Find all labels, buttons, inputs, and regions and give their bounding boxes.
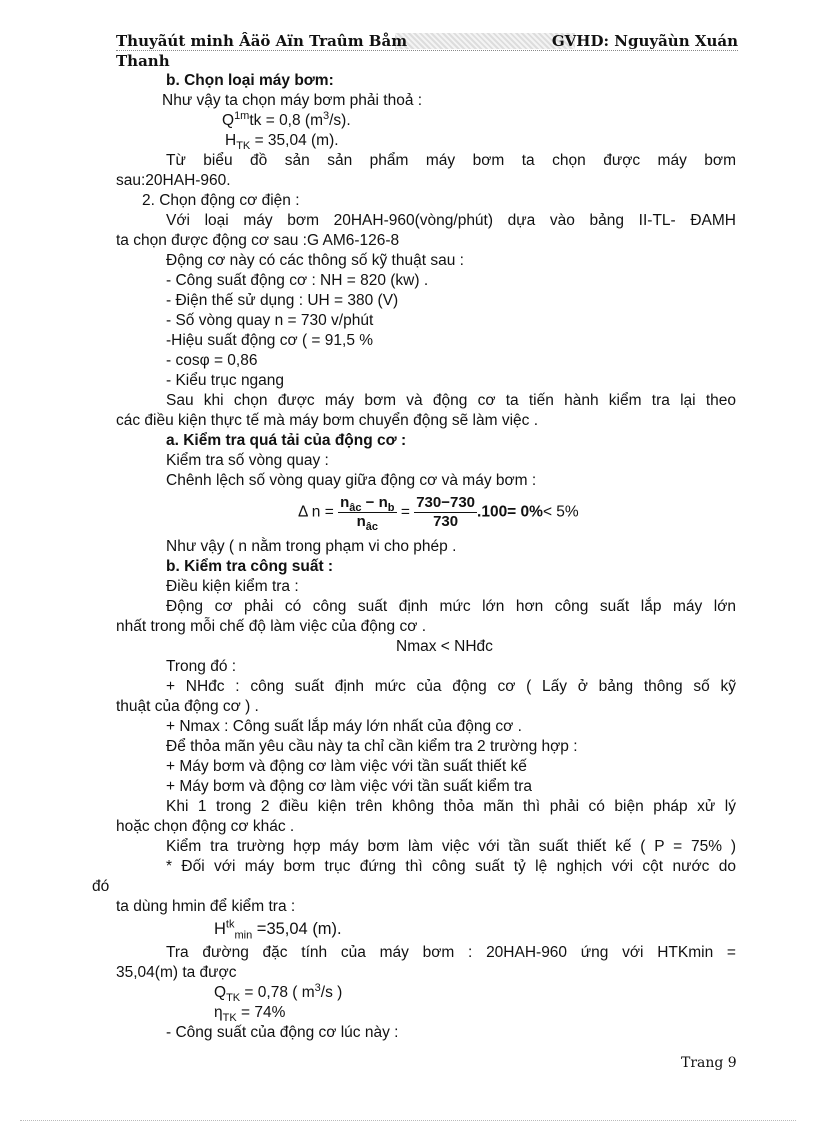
list-item: + NHđc : công suất định mức của động cơ ( Lấy ở bảng thông số kỹ (166, 678, 736, 695)
header-supervisor: GVHD: Nguyãùn Xuán (551, 32, 738, 50)
list-item: - Kiểu trục ngang (166, 372, 285, 389)
formula-line: $H^{tk}_{min} =35,04$ (m). (214, 918, 342, 942)
list-item: + Máy bơm và động cơ làm việc với tần suất kiểm tra (166, 778, 533, 795)
paragraph-line: Trong đó : (166, 658, 237, 675)
page-header (116, 32, 738, 52)
formula-fraction-numeric: $\frac{730-730}{730}$ (416, 494, 476, 530)
formula-condition: < 5% (542, 503, 579, 521)
paragraph-line: 35,04(m) ta được (116, 964, 237, 981)
formula-line: $H_{TK} = 35,04$ (m). (225, 132, 339, 153)
paragraph-line: Chênh lệch số vòng quay giữa động cơ và máy bơm : (166, 472, 537, 489)
condition-formula: Nmax < NHđc (396, 638, 493, 655)
paragraph-line: Điều kiện kiểm tra : (166, 578, 299, 595)
list-item: - Công suất của động cơ lúc này : (166, 1024, 399, 1041)
paragraph-line: các điều kiện thực tế mà máy bơm chuyển động sẽ làm việc . (116, 412, 539, 429)
paragraph-line: ta chọn được động cơ sau :G AM6-126-8 (116, 232, 400, 249)
paragraph-line: Kiểm tra trường hợp máy bơm làm việc với tần suất thiết kế ( P = 75% ) (166, 838, 736, 855)
speed-difference-formula (298, 494, 579, 531)
paragraph-line: Kiểm tra số vòng quay : (166, 452, 329, 469)
paragraph-line: Động cơ phải có công suất định mức lớn hơn công suất lắp máy lớn (166, 598, 736, 615)
paragraph-line: Từ biểu đồ sản sản phẩm máy bơm ta chọn được máy bơm (166, 152, 736, 169)
paragraph-line: hoặc chọn động cơ khác . (116, 818, 295, 835)
list-item: + Máy bơm và động cơ làm việc với tần suất thiết kế (166, 758, 527, 775)
formula-equals: = (396, 503, 415, 521)
paragraph-line: đó (92, 878, 110, 895)
paragraph-line: * Đối với máy bơm trục đứng thì công suất tỷ lệ nghịch với cột nước do (166, 858, 736, 875)
page-bottom-rule (20, 1120, 796, 1121)
list-item: - cosφ = 0,86 (166, 352, 258, 369)
formula-lhs: Δ n = (298, 503, 339, 521)
formula-result: .100= 0% (477, 503, 543, 521)
paragraph-line: nhất trong mỗi chế độ làm việc của động cơ . (116, 618, 426, 635)
formula-fraction-symbolic: $\frac{n_{âc} - n_b}{n_{âc}}$ (340, 494, 395, 533)
header-rule (116, 50, 738, 51)
formula-line: $\eta_{TK} = 74\%$ (214, 1004, 286, 1025)
paragraph-line: sau:20HAH-960. (116, 172, 231, 189)
paragraph-line: Tra đường đặc tính của máy bơm : 20HAH-960 ứng với HTKmin = (166, 944, 736, 961)
page-number: Trang 9 (681, 1055, 737, 1071)
paragraph-line: Khi 1 trong 2 điều kiện trên không thỏa mãn thì phải có biện pháp xử lý (166, 798, 736, 815)
paragraph-line: Như vậy ( n nằm trong phạm vi cho phép . (166, 538, 457, 555)
list-item: + Nmax : Công suất lắp máy lớn nhất của động cơ . (166, 718, 522, 735)
paragraph-line: Để thỏa mãn yêu cầu này ta chỉ cần kiểm tra 2 trường hợp : (166, 738, 578, 755)
header-title: Thuyãút minh Âäö Aïn Traûm Båm (116, 32, 408, 50)
paragraph-line: Sau khi chọn được máy bơm và động cơ ta tiến hành kiểm tra lại theo (166, 392, 736, 409)
formula-line: $Q_{TK} = 0,78$ ( $m^3/s$ ) (214, 981, 343, 1005)
list-item: - Số vòng quay n = 730 v/phút (166, 312, 374, 329)
paragraph-line: Động cơ này có các thông số kỹ thuật sau : (166, 252, 464, 269)
paragraph-line: ta dùng hmin để kiểm tra : (116, 898, 296, 915)
paragraph-line: thuật của động cơ ) . (116, 698, 259, 715)
paragraph-line: Như vậy ta chọn máy bơm phải thoả : (162, 92, 423, 109)
formula-line: $Q^{1m}tk = 0,8$ $(m^3/s)$. (222, 109, 351, 129)
list-item: -Hiệu suất động cơ ( = 91,5 % (166, 332, 374, 349)
list-item: - Công suất động cơ : NH = 820 (kw) . (166, 272, 429, 289)
section-heading: b. Kiểm tra công suất : (166, 558, 334, 575)
list-item: - Điện thế sử dụng : UH = 380 (V) (166, 292, 399, 309)
section-heading: a. Kiểm tra quá tải của động cơ : (166, 432, 407, 449)
section-heading: b. Chọn loại máy bơm: (166, 72, 334, 89)
subsection-heading: 2. Chọn động cơ điện : (142, 192, 300, 209)
paragraph-line: Với loại máy bơm 20HAH-960(vòng/phút) dựa vào bảng II-TL- ĐAMH (166, 212, 736, 229)
header-continuation: Thanh (116, 52, 170, 70)
